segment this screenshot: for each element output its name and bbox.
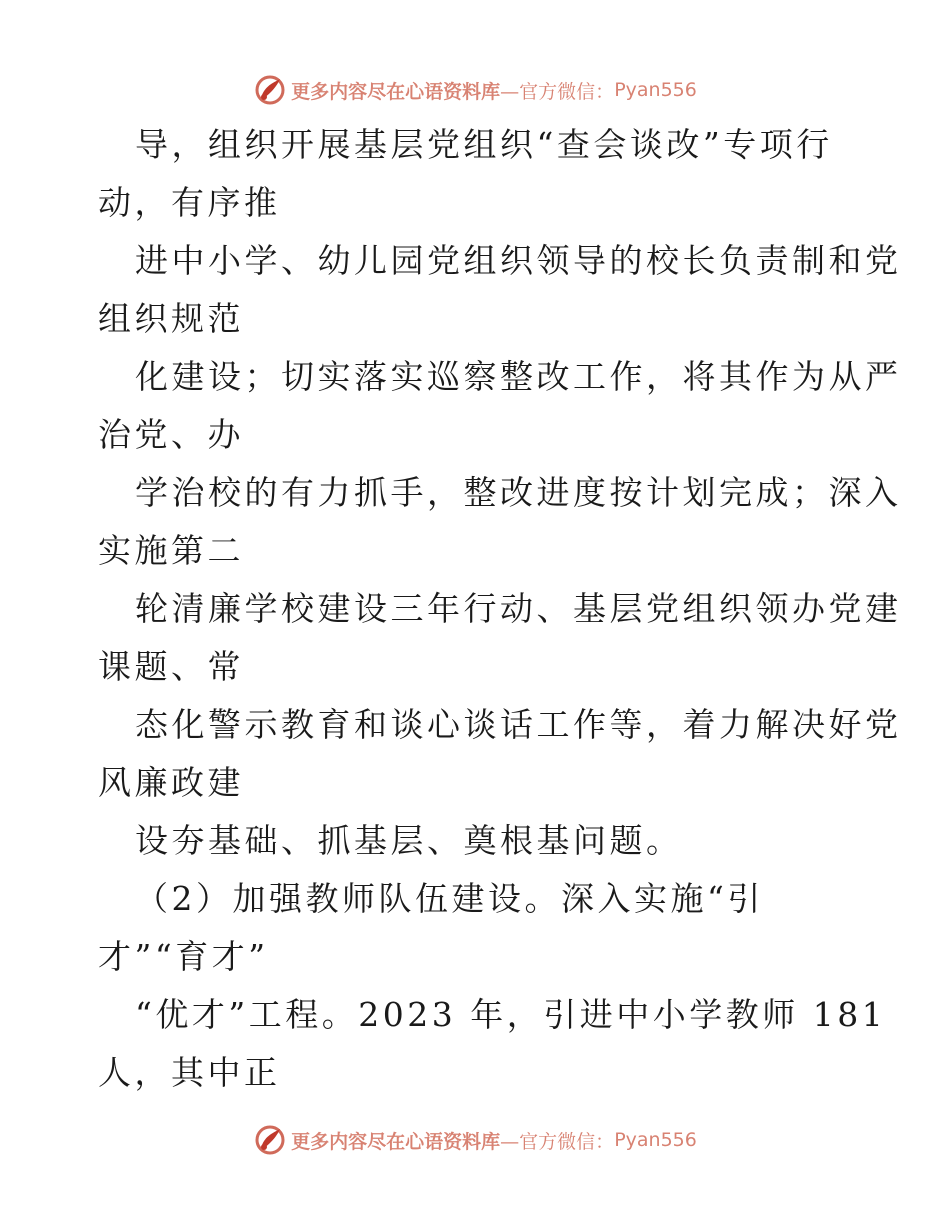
text-line: 态化警示教育和谈心谈话工作等，着力解决好党 — [135, 705, 902, 744]
text-line: 风廉政建 — [98, 763, 244, 802]
text-line: 治党、办 — [98, 415, 244, 454]
text-line: 动，有序推 — [98, 183, 281, 222]
watermark-wechat-label: —官方微信： — [500, 1130, 615, 1153]
watermark-wechat-id: Pyan556 — [614, 1129, 697, 1151]
ink-brush-logo-icon — [253, 1123, 287, 1157]
text-line: 进中小学、幼儿园党组织领导的校长负责制和党 — [135, 241, 902, 280]
text-line: 才”“育才” — [98, 937, 269, 976]
text-line: 导，组织开展基层党组织“查会谈改”专项行 — [135, 125, 833, 164]
watermark-wechat-label: —官方微信： — [500, 80, 615, 103]
watermark-banner-top — [0, 70, 950, 110]
text-line: 设夯基础、抓基层、奠根基问题。 — [135, 821, 683, 860]
watermark-text: 更多内容尽在心语资料库 — [291, 1130, 501, 1153]
ink-brush-logo-icon — [253, 73, 287, 107]
text-line: （2）加强教师队伍建设。深入实施“引 — [135, 879, 764, 918]
text-line: 组织规范 — [98, 299, 244, 338]
text-line: 轮清廉学校建设三年行动、基层党组织领办党建 — [135, 589, 902, 628]
watermark-wechat-id: Pyan556 — [614, 79, 697, 101]
watermark-banner-bottom — [0, 1120, 950, 1160]
text-line: 化建设；切实落实巡察整改工作，将其作为从严 — [135, 357, 902, 396]
text-line: 学治校的有力抓手，整改进度按计划完成；深入 — [135, 473, 902, 512]
text-line: 实施第二 — [98, 531, 244, 570]
text-line: 人，其中正 — [98, 1053, 281, 1092]
watermark-text: 更多内容尽在心语资料库 — [291, 80, 501, 103]
text-line: 课题、常 — [98, 647, 244, 686]
text-line: “优才”工程。2023 年，引进中小学教师 181 — [135, 995, 887, 1034]
